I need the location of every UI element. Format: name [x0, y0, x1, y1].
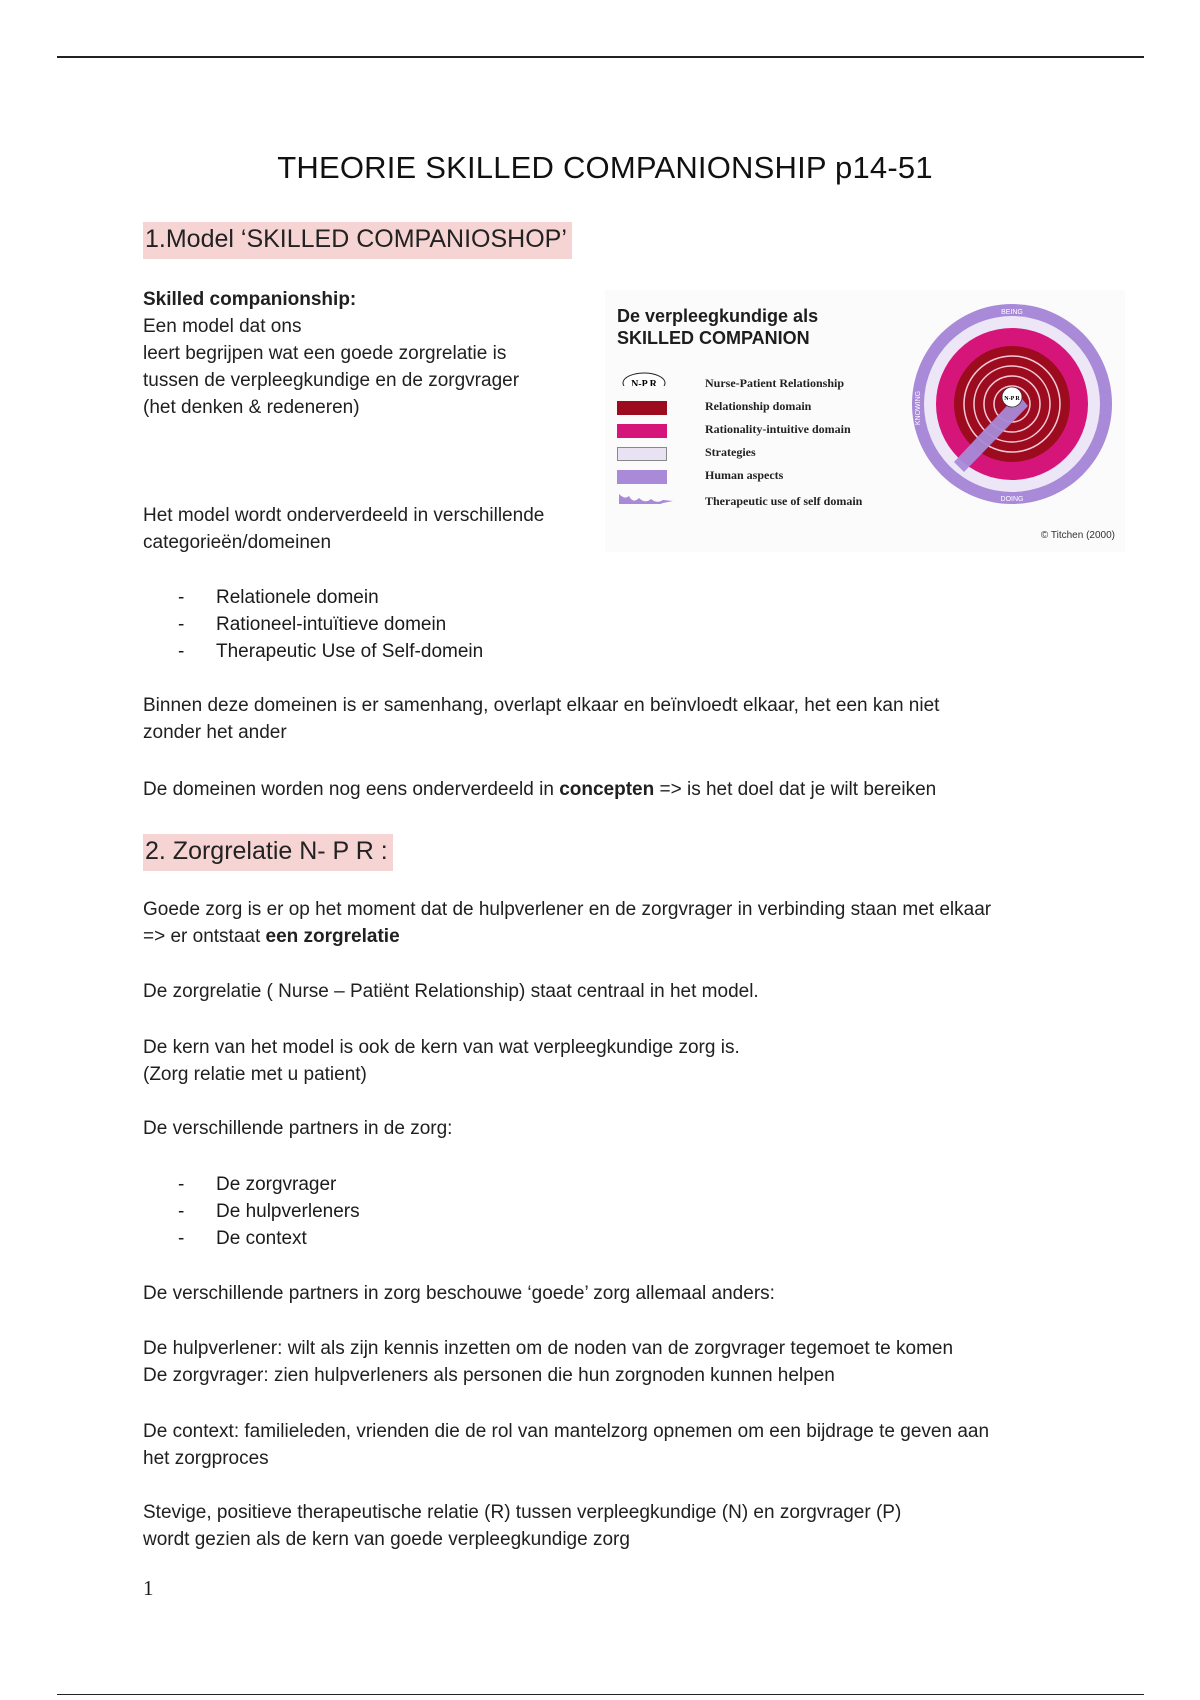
legend-label: Human aspects	[705, 468, 784, 482]
list-item: - Relationele domein	[178, 587, 379, 608]
list-item: - De context	[178, 1228, 307, 1249]
page-number: 1	[143, 1576, 154, 1600]
companionship-ring-diagram	[910, 302, 1115, 507]
partners-list	[178, 1171, 360, 1252]
list-item: - De zorgvrager	[178, 1174, 337, 1195]
zorg-paragraph-6: De hulpverlener: wilt als zijn kennis inzetten om de noden van de zorgvrager tegemoet te komen De zorgvrager: zien hulpverleners als personen die hun zorgnoden kunnen helpen	[143, 1338, 954, 1386]
legend-swatch	[617, 470, 667, 484]
legend-label: Strategies	[705, 445, 756, 459]
zorg-line: Goede zorg is er op het moment dat de hulpverlener en de zorgvrager in verbinding staan met elkaar	[143, 899, 992, 920]
ring-doing-text: DOING	[1000, 496, 1024, 503]
legend-swatch	[617, 447, 667, 461]
ring-knowing-text: KNOWING	[915, 390, 922, 426]
top-rule	[57, 56, 1144, 58]
definition-block	[143, 286, 519, 421]
zorg-paragraph-4: De verschillende partners in de zorg:	[143, 1118, 453, 1139]
subdivision-line: categorieën/domeinen	[143, 532, 332, 553]
legend-label: Therapeutic use of self domain	[705, 494, 863, 508]
list-item: - Rationeel-intuïtieve domein	[178, 614, 447, 635]
section-heading-zorgrelatie: 2. Zorgrelatie N- P R :	[143, 834, 393, 871]
zorg-paragraph-7: De context: familieleden, vrienden die de rol van mantelzorg opnemen om een bijdrage te geven aan het zorgproces	[143, 1421, 990, 1469]
legend-swatch	[617, 424, 667, 438]
page-title: THEORIE SKILLED COMPANIONSHIP p14-51	[277, 150, 933, 185]
figure-title: De verpleegkundige als SKILLED COMPANION	[617, 306, 819, 348]
definition-line: tussen de verpleegkundige en de zorgvrager	[143, 370, 520, 391]
concepts-term: concepten	[559, 779, 655, 800]
zorgrelatie-term: een zorgrelatie	[265, 926, 400, 947]
domain-list	[178, 584, 483, 665]
coherence-line: zonder het ander	[143, 722, 287, 743]
ring-being-text: BEING	[1001, 309, 1023, 316]
subdivision-line: Het model wordt onderverdeeld in verschillende	[143, 505, 545, 526]
concepts-paragraph: De domeinen worden nog eens onderverdeeld in concepten => is het doel dat je wilt bereiken	[143, 779, 937, 800]
subdivision-paragraph	[143, 502, 544, 556]
zorg-paragraph-1: Goede zorg is er op het moment dat de hulpverlener en de zorgvrager in verbinding staan met elkaar => er ontstaat een zorgrelatie	[143, 896, 991, 950]
definition-line: Een model dat ons	[143, 316, 302, 337]
npr-text: N-P R	[631, 379, 657, 386]
legend-swatch	[617, 401, 667, 415]
zorg-paragraph-3: De kern van het model is ook de kern van wat verpleegkundige zorg is. (Zorg relatie met u patient)	[143, 1037, 740, 1085]
definition-line: (het denken & redeneren)	[143, 397, 360, 418]
bottom-rule	[57, 1694, 1144, 1695]
wave-arrow-icon	[617, 490, 681, 504]
npr-badge-icon	[617, 372, 667, 386]
figure-credit: © Titchen (2000)	[1040, 530, 1115, 541]
zorg-paragraph-5: De verschillende partners in zorg beschouwe ‘goede’ zorg allemaal anders:	[143, 1283, 775, 1304]
zorg-paragraph-2: De zorgrelatie ( Nurse – Patiënt Relationship) staat centraal in het model.	[143, 981, 759, 1002]
definition-line: leert begrijpen wat een goede zorgrelatie is	[143, 343, 507, 364]
coherence-line: Binnen deze domeinen is er samenhang, overlapt elkaar en beïnvloedt elkaar, het een kan niet	[143, 695, 940, 716]
legend-label: Nurse-Patient Relationship	[705, 376, 844, 390]
list-item: - De hulpverleners	[178, 1201, 360, 1222]
coherence-paragraph	[143, 692, 939, 746]
list-item: - Therapeutic Use of Self-domein	[178, 641, 484, 662]
legend-label: Rationality-intuitive domain	[705, 422, 851, 436]
skilled-companion-figure	[605, 290, 1125, 552]
section-heading-model: 1.Model ‘SKILLED COMPANIOSHOP’	[143, 222, 572, 259]
definition-term: Skilled companionship:	[143, 289, 357, 310]
zorg-paragraph-8: Stevige, positieve therapeutische relatie (R) tussen verpleegkundige (N) en zorgvrager (P) wordt gezien als de kern van goede verpleegkundige zorg	[143, 1502, 902, 1550]
ring-npr-text: N-P R	[1004, 396, 1020, 402]
legend-label: Relationship domain	[705, 399, 812, 413]
